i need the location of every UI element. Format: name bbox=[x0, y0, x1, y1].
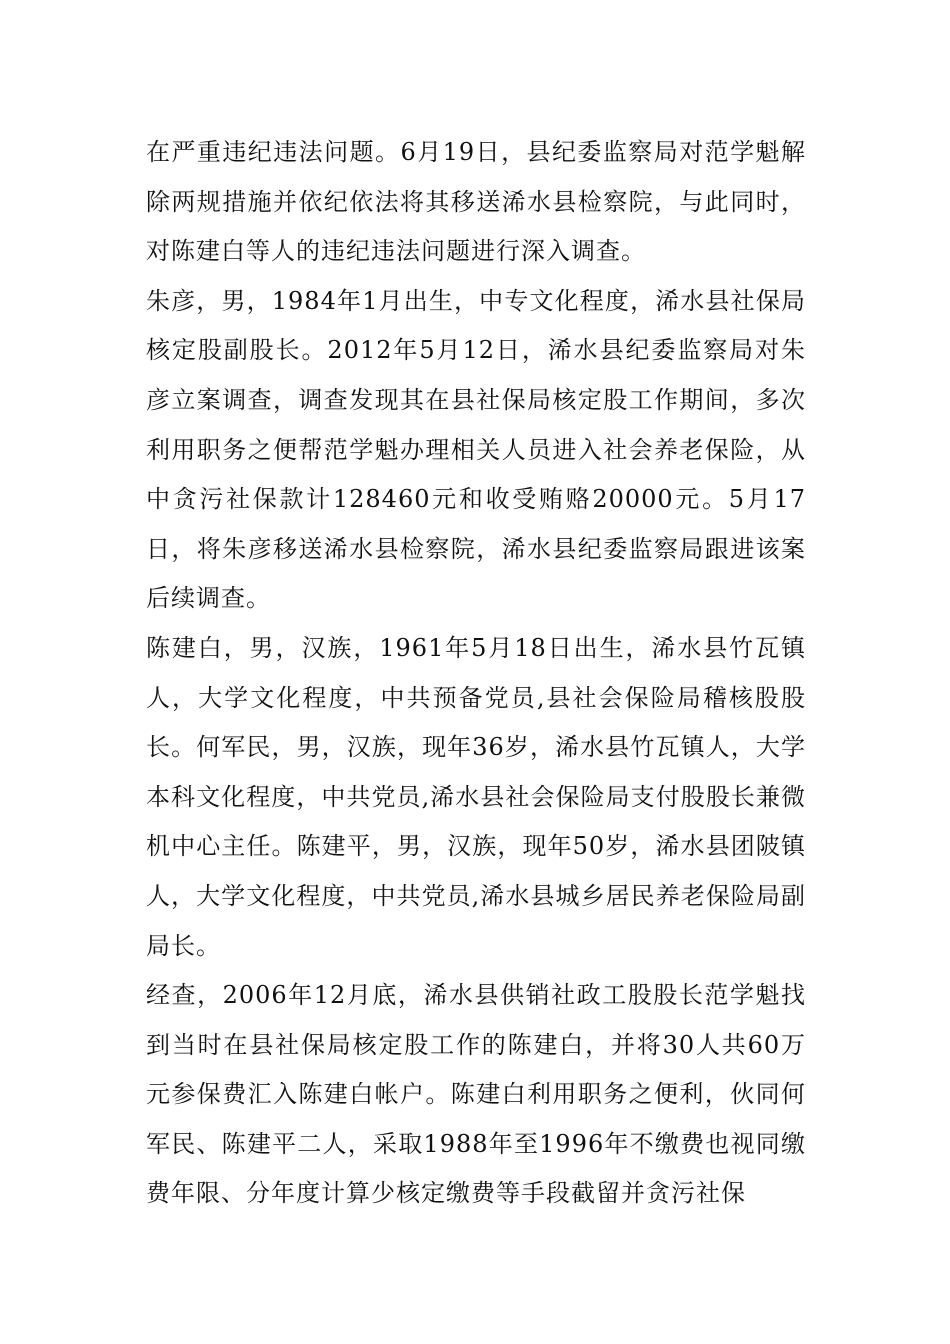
paragraph: 朱彦，男，1984年1月出生，中专文化程度，浠水县社保局核定股副股长。2012年5月12日，浠水县纪委监察局对朱彦立案调查，调查发现其在县社保局核定股工作期间，多次利用职务之便帮范学魁办理相关人员进入社会养老保险，从中贪污社保款计128460元和收受贿赂20000元。5月17日，将朱彦移送浠水县检察院，浠水县纪委监察局跟进该案后续调查。 bbox=[146, 286, 806, 613]
paragraph: 经查，2006年12月底，浠水县供销社政工股股长范学魁找到当时在县社保局核定股工作的陈建白，并将30人共60万元参保费汇入陈建白帐户。陈建白利用职务之便利，伙同何军民、陈建平二人，采取1988年至1996年不缴费也视同缴费年限、分年度计算少核定缴费等手段截留并贪污社保 bbox=[146, 981, 806, 1208]
document-body bbox=[146, 128, 806, 1219]
paragraph: 在严重违纪违法问题。6月19日，县纪委监察局对范学魁解除两规措施并依纪依法将其移送浠水县检察院，与此同时，对陈建白等人的违纪违法问题进行深入调查。 bbox=[146, 138, 806, 266]
paragraph: 陈建白，男，汉族，1961年5月18日出生，浠水县竹瓦镇人，大学文化程度，中共预备党员,县社会保险局稽核股股长。何军民，男，汉族，现年36岁，浠水县竹瓦镇人，大学本科文化程度，中共党员,浠水县社会保险局支付股股长兼微机中心主任。陈建平，男，汉族，现年50岁，浠水县团陂镇人，大学文化程度，中共党员,浠水县城乡居民养老保险局副局长。 bbox=[146, 633, 806, 960]
